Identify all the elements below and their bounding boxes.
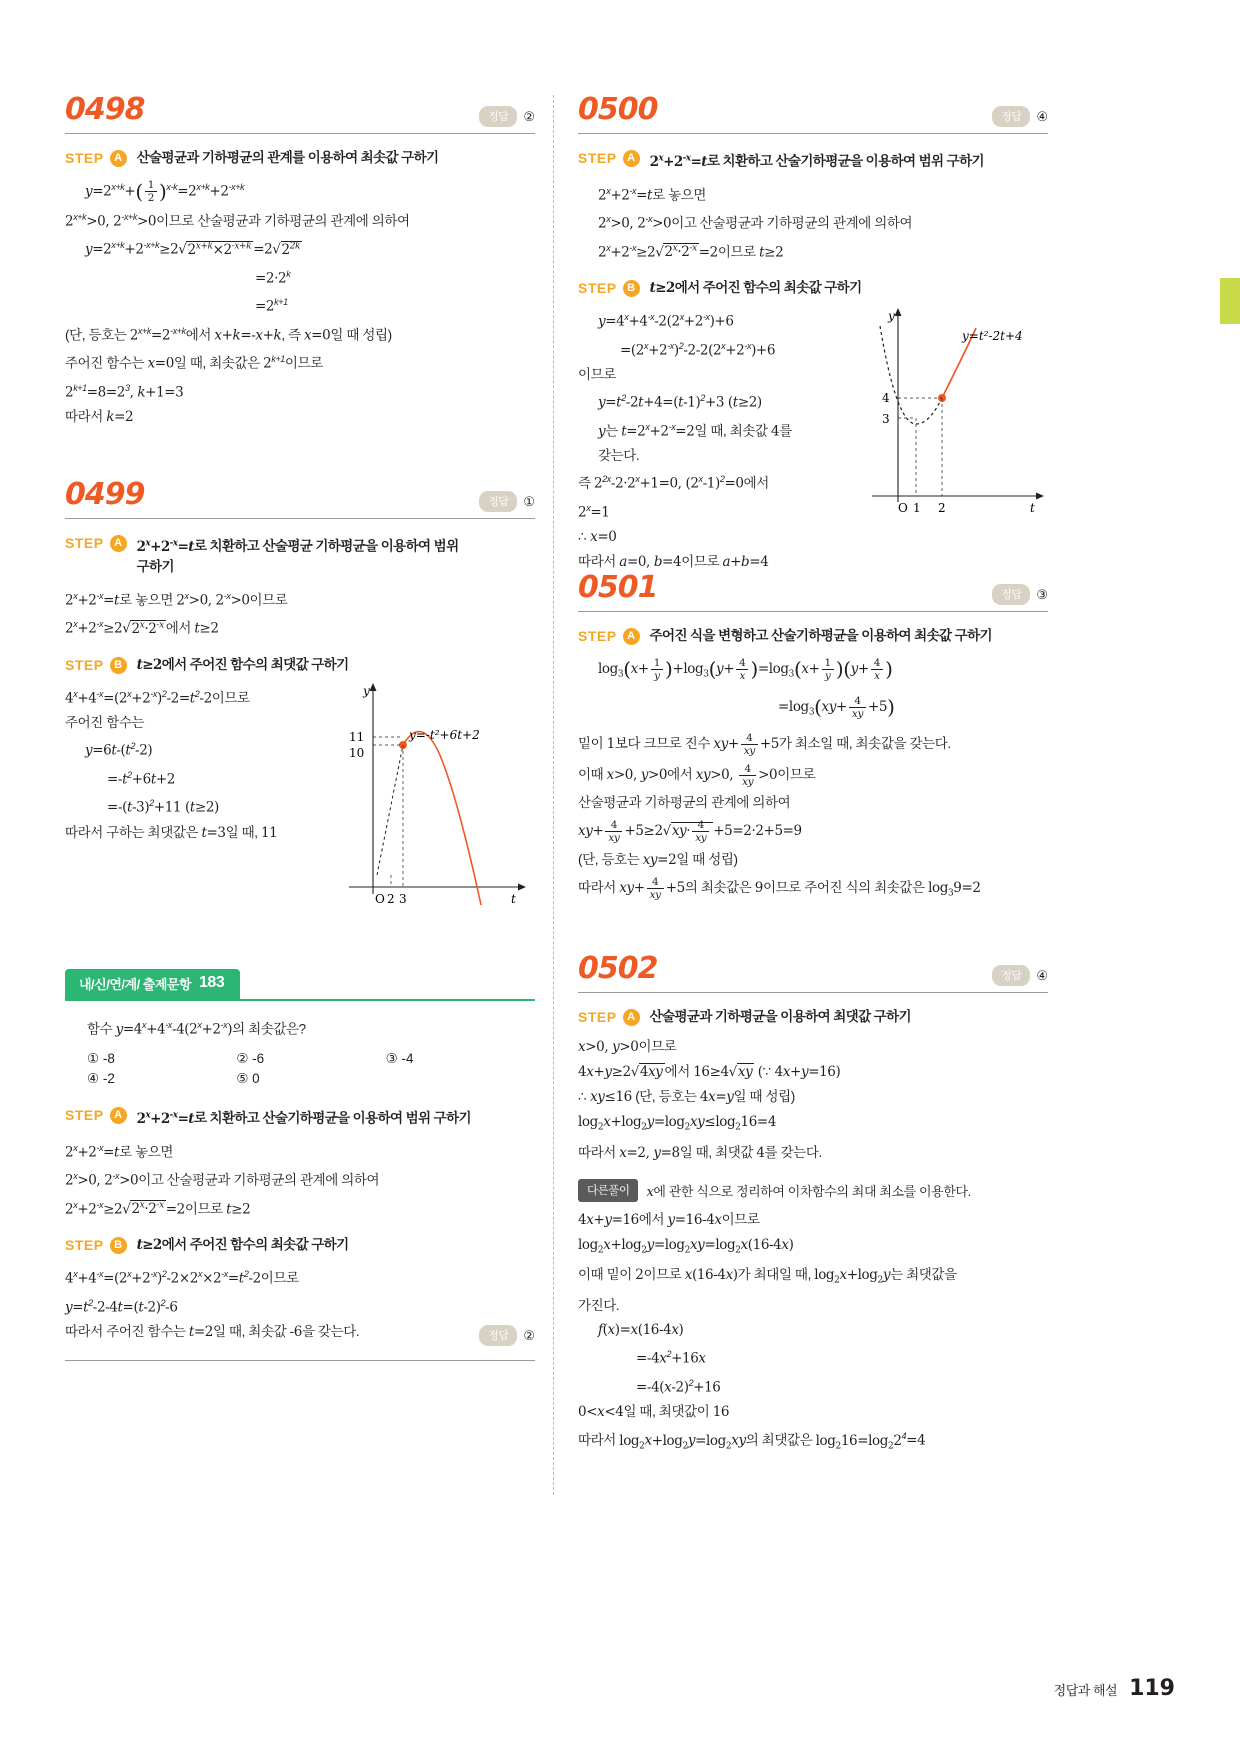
answer-value: ① [523,493,535,509]
svg-text:2: 2 [938,501,946,515]
step-b [65,655,535,675]
step-title: $2^x+2^{-x}=t$로 치환하고 산술기하평균을 이용하여 범위 구하기 [136,1110,471,1127]
math-line: 따라서 a=0, b=4이므로 a+b=4 [578,554,769,570]
step-word: STEP [65,656,104,673]
naeshin-box [65,969,535,1362]
step-word: STEP [578,150,617,166]
svg-text:y=t²-2t+4: y=t²-2t+4 [962,329,1023,343]
answer-label: 정답 [479,1325,517,1346]
math-line: $=-4(x-2)^2+16$ [636,1377,721,1396]
step-badge-b: B [110,657,127,674]
step-title: t≥2에서 주어진 함수의 최솟값 구하기 [136,1237,349,1253]
math-line: $y=t^2-2t+4=(t-1)^2+3$ (t≥2) [598,393,762,411]
math-line: 주어진 함수는 [65,715,145,730]
alt-solution-row [578,1179,1048,1202]
svg-text:O: O [898,501,908,515]
svg-text:t: t [511,891,516,906]
step-a [65,533,535,577]
footer-label: 정답과 해설 [1053,1683,1118,1698]
choice-3[interactable]: ③ -4 [385,1051,414,1066]
naeshin-tab [65,969,240,999]
problem-header [578,949,1048,993]
graph-0499-wrap [65,683,535,943]
choice-1[interactable]: ① -8 [87,1051,115,1066]
math-line: 따라서 x=2, y=8일 때, 최댓값 4를 갖는다. [578,1144,822,1161]
step-word: STEP [65,1107,104,1123]
graph-0500-wrap [578,306,1048,570]
step-title: $2^x+2^{-x}=t$로 치환하고 산술기하평균을 이용하여 범위 구하기 [649,153,984,170]
math-line: $2^x>0$, $2^{-x}>0$이고 산술평균과 기하평균의 관계에 의하여 [598,214,913,232]
step-badge-a: A [110,150,127,167]
step-a [578,626,1048,646]
answer-badge [992,584,1048,605]
math-line: 주어진 함수는 x=0일 때, 최솟값은 $2^{k+1}$이므로 [65,354,323,372]
step-title: 산술평균과 기하평균의 관계를 이용하여 최솟값 구하기 [136,150,439,165]
math-line: $2^x=1$ [578,502,610,520]
problem-number: 0502 [578,951,658,987]
answer-label: 정답 [992,584,1030,605]
step-word: STEP [578,280,617,296]
problem-header [578,90,1048,134]
math-line: $y=2^{x+k}+2^{-x+k}\ge 2√2^{x+k}\times 2^{-x+k} =2√2^{2k}$ [85,240,301,258]
math-line: 0<x<4일 때, 최댓값이 16 [578,1404,730,1421]
math-line: $\log_3(x+$ $\frac{1}{y}$ )$+\log_3(y+$ $\frac{4}{x}$ )$=\log_3(x+$ $\frac{1}{y}$ )(y+ $\frac{4}{x}$ ) [598,656,893,682]
answer-value: ④ [1036,967,1048,983]
problem-header [65,475,535,519]
math-line: $2^x+2^{-x}\ge 2√2^x\cdot 2^{-x}$ 에서 t≥2 [65,619,219,637]
answer-label: 정답 [479,491,517,512]
choice-row-2 [87,1071,535,1087]
choice-row-1 [87,1051,535,1067]
answer-label: 정답 [992,965,1030,986]
svg-text:y: y [888,309,895,323]
naeshin-body [65,999,535,1092]
svg-text:O: O [375,891,385,906]
math-line: x>0, y>0이므로 [578,1039,677,1056]
step-title: 주어진 식을 변형하고 산술기하평균을 이용하여 최솟값 구하기 [649,628,992,643]
step-badge-a: A [110,1107,127,1124]
math-line: $\log_2x+\log_2y=\log_2xy=\log_2x(16-4x)$ [578,1236,794,1256]
math-line: $2^x+2^{-x}=t$로 놓으면 [598,185,706,203]
choice-2[interactable]: ② -6 [236,1051,265,1066]
math-line: 4x+y=16에서 y=16-4x이므로 [578,1211,760,1228]
math-line: $2^x+2^{-x}\ge 2√2^x\cdot 2^{-x} =2$이므로 t≥2 [65,1199,251,1217]
answer-badge [479,491,535,512]
step-badge-a: A [623,628,640,645]
step-badge-a: A [623,150,640,167]
step-a [65,148,535,168]
naeshin-number: 183 [199,974,225,991]
math-line: $y=4^x+4^{-x}-2(2^x+2^{-x})+6$ [598,312,734,330]
svg-text:y=-t²+6t+2: y=-t²+6t+2 [409,727,480,742]
step-badge-b: B [110,1237,127,1254]
math-line: 따라서 주어진 함수는 t=2일 때, 최솟값 -6을 갖는다. [65,1324,360,1340]
step-word: STEP [65,1237,104,1253]
svg-text:3: 3 [882,412,890,426]
math-line: $2^x+2^{-x}\ge 2√2^x\cdot 2^{-x} =2$이므로 t≥2 [598,242,784,260]
math-line: 이때 밑이 2이므로 x(16-4x)가 최대일 때, $\log_2x+\log_2y$는 최댓값을 [578,1267,957,1287]
answer-value: ③ [1036,586,1048,602]
page-number: 119 [1129,1676,1175,1701]
naeshin-step-a [65,1105,535,1129]
math-line: $\log_2x+\log_2y=\log_2xy\le\log_216=4$ [578,1114,777,1133]
step-word: STEP [65,535,104,551]
column-divider [553,95,554,1495]
step-word: STEP [578,1009,617,1026]
step-word: STEP [65,150,104,166]
svg-text:y: y [363,683,370,698]
math-line: $2^x>0$, $2^{-x}>0$이고 산술평균과 기하평균의 관계에 의하여 [65,1171,380,1189]
svg-text:2: 2 [387,891,395,906]
section-rule [65,1360,535,1361]
page-footer [1054,1676,1175,1701]
svg-text:10: 10 [349,745,365,760]
answer-value: ④ [1036,108,1048,124]
step-title: $2^x+2^{-x}=t$로 치환하고 산술평균 기하평균을 이용하여 범위 구하기 [136,538,459,574]
graph-0500 [858,306,1058,536]
left-column [65,90,535,1367]
math-line: (단, 등호는 xy=2일 때 성립) [578,852,738,869]
step-a [578,1007,1048,1027]
math-line: f(x)=x(16-4x) [598,1322,684,1339]
problem-header [578,568,1048,612]
math-line: (단, 등호는 $2^{x+k}=2^{-x+k}$에서 x+k=-x+k, 즉 x=0일 때 성립) [65,325,392,343]
right-column [578,90,1048,1464]
math-line: 갖는다. [598,448,640,463]
math-line: 이므로 [578,367,616,382]
problem-number: 0500 [578,92,658,127]
math-line: $2^{k+1}=8=2^3$, k+1=3 [65,382,184,400]
math-line: $2^x+2^{-x}=t$로 놓으면 [65,1142,173,1160]
math-line: 4x+y≥2√4xy 에서 16≥4√xy (∵ 4x+y=16) [578,1064,841,1081]
math-line: xy+ $\frac{4}{xy}$ +5≥2√xy· $\frac{4}{xy}$ +5=2·2+5=9 [578,819,802,845]
step-badge-a: A [110,535,127,552]
choice-5[interactable]: ⑤ 0 [236,1071,260,1086]
step-title: t≥2에서 주어진 함수의 최댓값 구하기 [136,656,349,673]
graph-0499 [335,679,535,919]
step-title: t≥2에서 주어진 함수의 최솟값 구하기 [649,280,862,296]
math-line: 따라서 구하는 최댓값은 t=3일 때, 11 [65,824,278,841]
math-line: 따라서 $\log_2x+\log_2y=\log_2xy$의 최댓값은 $\log_216=\log_22^4=4$ [578,1431,926,1452]
math-line: 산술평균과 기하평균의 관계에 의하여 [578,795,791,811]
math-line: $=-4x^2+16x$ [636,1349,706,1367]
math-line: 따라서 k=2 [65,409,134,425]
math-line: $=-t^2+6t+2$ [107,769,175,787]
problem-0498 [65,90,535,429]
svg-text:t: t [1030,501,1035,515]
math-line: 따라서 xy+ $\frac{4}{xy}$ +5의 최솟값은 9이므로 주어진 식의 최솟값은 $\log_39=2$ [578,876,981,902]
math-line: $=2^{k+1}$ [255,297,288,315]
problem-number: 0501 [578,570,658,605]
answer-badge [992,106,1048,127]
naeshin-tab-text: 내/신/연/계/ 출제문항 [79,976,192,992]
naeshin-question: 함수 $y=4^x+4^{-x}-4(2^x+2^{-x})$의 최솟값은? [87,1019,306,1037]
math-line: y는 $t=2^x+2^{-x}=2$일 때, 최솟값 4를 [598,421,792,439]
step-b [578,278,1048,298]
math-line: $4^x+4^{-x}=(2^x+2^{-x})^2-2\times 2^x\times 2^{-x}=t^2-2$이므로 [65,1269,299,1287]
problem-0499 [65,475,535,1361]
svg-text:4: 4 [882,391,890,405]
math-line: $=(2^x+2^{-x})^2-2-2(2^x+2^{-x})+6$ [620,340,776,358]
answer-value: ② [523,1327,535,1343]
problem-0502 [578,949,1048,1458]
problem-0500 [578,90,1048,570]
math-line: $2^{x+k}>0$, $2^{-x+k}>0$이므로 산술평균과 기하평균의 관계에 의하여 [65,211,410,229]
step-badge-a: A [623,1009,640,1026]
answer-badge [479,106,535,127]
choice-4[interactable]: ④ -2 [87,1071,115,1086]
answer-label: 정답 [479,106,517,127]
math-line: $y=2^{x+k}+$( $\frac{1}{2}$ )$^{x-k}=2^{x+k}+2^{-x+k}$ [85,179,245,205]
math-line: $y=6t-(t^2-2)$ [85,741,153,759]
problem-number: 0498 [65,92,145,127]
alt-solution-badge: 다른풀이 [578,1179,638,1202]
problem-0501 [578,568,1048,909]
math-line: 가진다. [578,1298,620,1314]
math-line: $=2\cdot 2^k$ [255,268,291,286]
svg-text:11: 11 [349,729,365,744]
step-word: STEP [578,628,617,644]
step-title: 산술평균과 기하평균을 이용하여 최댓값 구하기 [649,1009,912,1025]
svg-text:3: 3 [399,891,407,906]
naeshin-step-b [65,1235,535,1255]
math-line: $=-(t-3)^2+11$ (t≥2) [107,798,219,816]
math-line: $=\log_3(xy+$ $\frac{4}{xy}$ +5) [778,694,895,720]
step-a [578,148,1048,172]
alt-solution-text: x에 관한 식으로 정리하여 이차함수의 최대 최소를 이용한다. [646,1183,971,1200]
answer-label: 정답 [992,106,1030,127]
math-line: ∴ xy≤16 (단, 등호는 4x=y일 때 성립) [578,1089,795,1106]
answer-value: ② [523,108,535,124]
problem-header [65,90,535,134]
step-badge-b: B [623,280,640,297]
svg-text:1: 1 [913,501,921,515]
math-line: $y=t^2-2-4t=(t-2)^2-6$ [65,1297,178,1315]
math-line: 이때 x>0, y>0에서 xy>0, $\frac{4}{xy}$ >0이므로 [578,763,816,789]
math-line: $2^x+2^{-x}=t$로 놓으면 $2^x>0$, $2^{-x}>0$이므로 [65,590,288,608]
math-line: ∴ x=0 [578,529,617,545]
math-line: $4^x+4^{-x}=(2^x+2^{-x})^2-2=t^2-2$이므로 [65,688,250,706]
math-line: 밑이 1보다 크므로 진수 xy+ $\frac{4}{xy}$ +5가 최소일 때, 최솟값을 갖는다. [578,732,951,758]
problem-number: 0499 [65,477,145,512]
page-edge-tab [1220,278,1240,324]
answer-badge [992,965,1048,986]
math-line: 즉 $2^{2x}-2\cdot 2^x+1=0$, $(2^x-1)^2=0$에서 [578,474,769,492]
